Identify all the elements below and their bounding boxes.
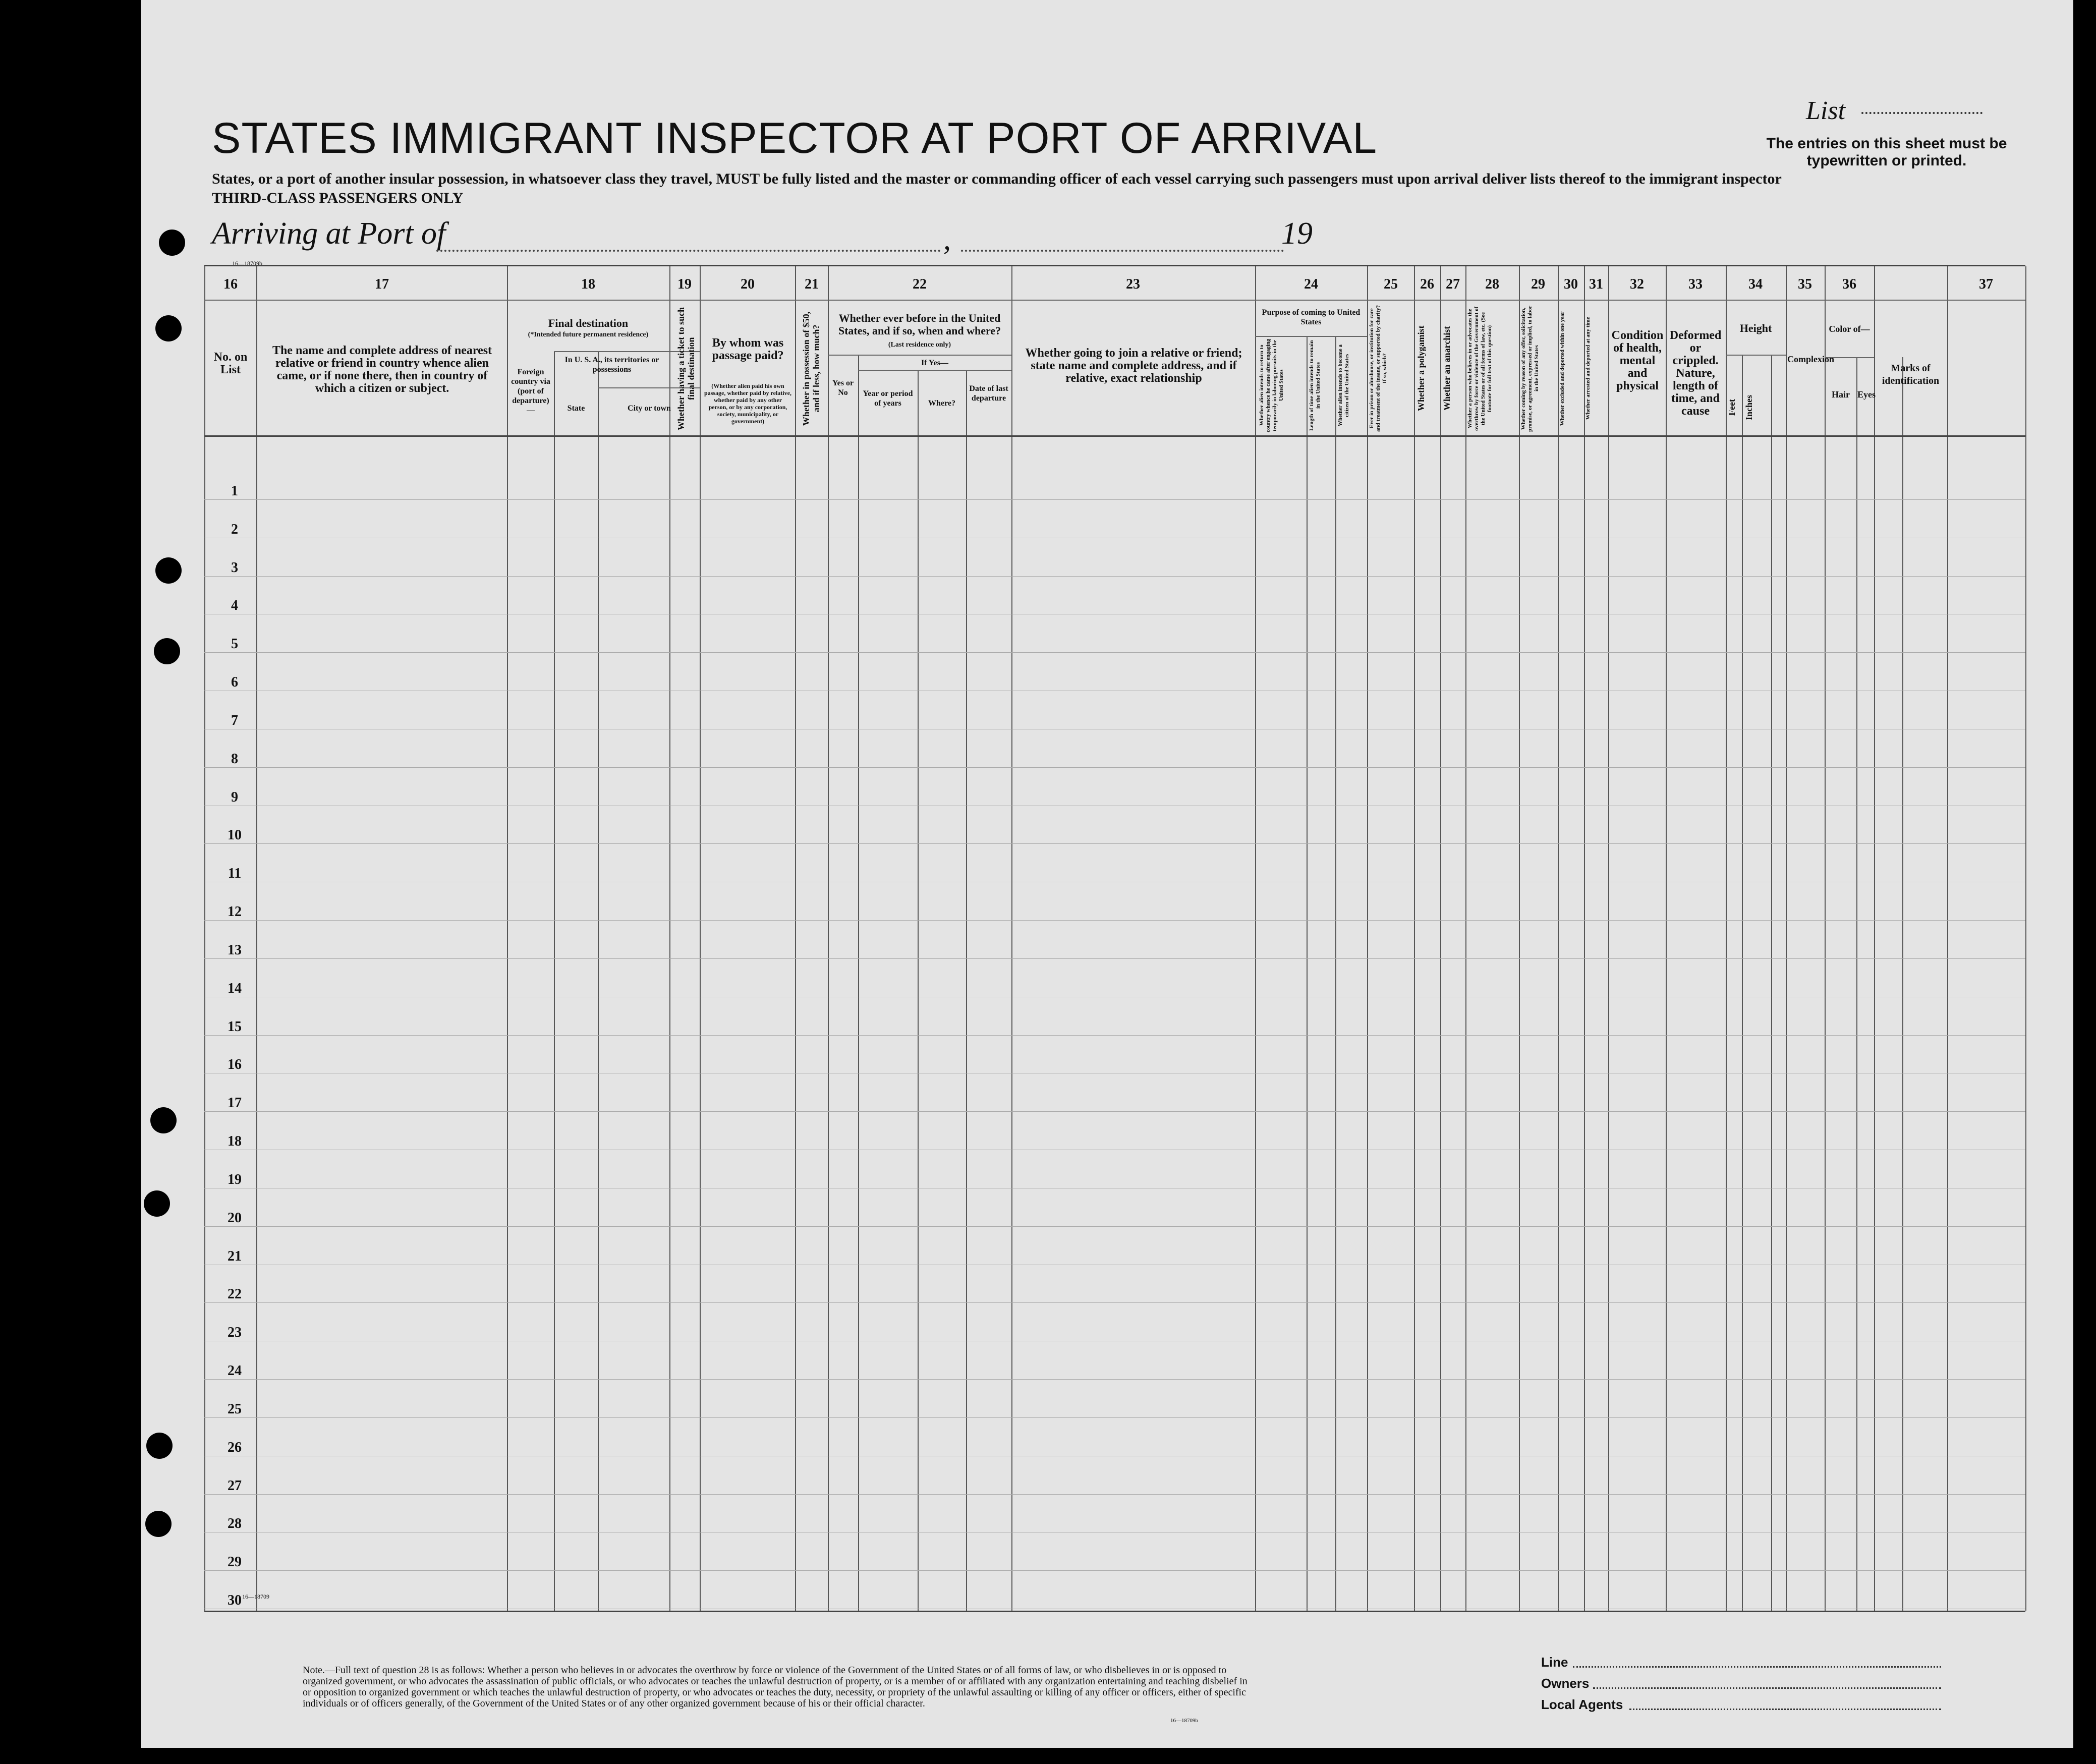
- table-row: [204, 1417, 2025, 1418]
- punch-hole-icon: [150, 1107, 177, 1133]
- table-row: [204, 576, 2025, 577]
- header-excluded-deported: Whether excluded and deported within one year: [1559, 311, 1565, 426]
- col-num-18: 18: [581, 276, 595, 292]
- table-row: [204, 652, 2025, 653]
- table-row: [204, 767, 2025, 768]
- punch-hole-icon: [146, 1433, 173, 1459]
- header-prison-almshouse: Ever in prison or almshouse, or institution for care and treatment of the insane, or supported by charity? If so, which?: [1369, 305, 1388, 432]
- row-number: 7: [231, 712, 238, 728]
- row-number: 6: [231, 674, 238, 690]
- header-yes-no: Yes or No: [832, 379, 854, 397]
- header-labor-offer: Whether coming by reason of any offer, solicitation, promise, or agreement, expressed or implied, to labor in the United States: [1520, 305, 1540, 432]
- row-number: 27: [228, 1477, 242, 1494]
- form-number-top: 16—18709b: [232, 260, 262, 267]
- local-agents-label: Local Agents: [1541, 1697, 1623, 1712]
- row-number: 14: [228, 980, 242, 996]
- row-number: 28: [228, 1516, 242, 1532]
- passenger-class-line: THIRD-CLASS PASSENGERS ONLY: [212, 190, 464, 206]
- header-ticket: Whether having a ticket to such final destination: [676, 307, 696, 430]
- header-final-destination: Final destination: [548, 317, 629, 329]
- header-overthrow: Whether a person who believes in or advocates the overthrow by force or violence of the Government of the United States or of all forms of law, etc. (See footnote for full text of this question): [1467, 306, 1493, 431]
- row-number: 2: [231, 521, 238, 537]
- row-number: 4: [231, 598, 238, 614]
- header-arrested-deported: Whether arrested and deported at any time: [1585, 317, 1591, 420]
- row-number: 26: [228, 1439, 242, 1455]
- punch-hole-icon: [155, 315, 182, 342]
- row-number: 5: [231, 636, 238, 652]
- row-number: 29: [228, 1554, 242, 1570]
- form-number-note: 16—18709b: [1170, 1718, 1198, 1724]
- page-title: STATES IMMIGRANT INSPECTOR AT PORT OF ARRIVAL: [212, 114, 1378, 162]
- header-length-stay: Length of time alien intends to remain in the United States: [1309, 340, 1321, 431]
- header-foreign-country: Foreign country via (port of departure)—: [511, 368, 550, 415]
- header-polygamist: Whether a polygamist: [1416, 325, 1426, 412]
- row-number: 22: [228, 1286, 242, 1302]
- row-number: 9: [231, 789, 238, 805]
- header-eyes: Eyes: [1857, 389, 1876, 400]
- owners-label: Owners: [1541, 1676, 1590, 1691]
- form-instructions: States, or a port of another insular possession, in whatsoever class they travel, MUST be fully listed and the master or commanding officer of each vessel carrying such passengers must upon arrival deliver lists thereof to the immigrant inspector: [212, 170, 1782, 187]
- header-if-yes: If Yes—: [921, 359, 949, 367]
- col-num-23: 23: [1126, 276, 1140, 292]
- header-complexion: Complexion: [1787, 354, 1835, 364]
- header-condition-health: Condition of health, mental and physical: [1611, 329, 1664, 392]
- col-num-20: 20: [741, 276, 755, 292]
- table-row: [204, 1111, 2025, 1112]
- header-in-usa: In U. S. A., its territories or possessions: [564, 356, 659, 374]
- header-passage-paid-note: (Whether alien paid his own passage, whether paid by relative, whether paid by any other person, or by any corporation, society, municipality, or government): [704, 382, 791, 425]
- header-inches: Inches: [1744, 395, 1754, 421]
- col-num-27: 27: [1446, 276, 1460, 292]
- col-num-29: 29: [1531, 276, 1545, 292]
- row-number: 8: [231, 751, 238, 767]
- header-become-citizen: Whether alien intends to become a citizen of the United States: [1337, 344, 1350, 427]
- col-num-28: 28: [1485, 276, 1499, 292]
- row-number: 23: [228, 1325, 242, 1341]
- header-identification-marks: Marks of identification: [1882, 363, 1940, 386]
- row-number: 16: [228, 1057, 242, 1073]
- arriving-port-label: Arriving at Port of: [212, 216, 446, 251]
- col-num-22: 22: [913, 276, 927, 292]
- row-number: 20: [228, 1210, 242, 1226]
- col-num-36: 36: [1842, 276, 1856, 292]
- row-number: 30: [228, 1592, 242, 1608]
- table-row: [204, 1226, 2025, 1227]
- col-num-32: 32: [1630, 276, 1644, 292]
- table-row: [204, 920, 2025, 921]
- header-ever-before-us: Whether ever before in the United States, and if so, when and where?: [838, 312, 1001, 337]
- list-label: List: [1806, 96, 1846, 125]
- row-number: 12: [228, 904, 242, 920]
- row-number: 13: [228, 942, 242, 958]
- header-no-on-list: No. on List: [213, 351, 248, 376]
- header-ever-before-note: (Last residence only): [888, 341, 951, 349]
- header-join-relative: Whether going to join a relative or friend; state name and complete address, and if relative, exact relationship: [1025, 347, 1242, 385]
- col-num-34: 34: [1748, 276, 1763, 292]
- header-final-destination-note: (*Intended future permanent residence): [528, 331, 649, 338]
- header-passage-paid: By whom was passage paid?: [712, 336, 784, 362]
- col-num-19: 19: [677, 276, 692, 292]
- header-hair: Hair: [1832, 389, 1850, 400]
- passenger-table: [204, 265, 2025, 1612]
- row-number: 1: [231, 483, 238, 499]
- col-num-26: 26: [1420, 276, 1434, 292]
- col-num-21: 21: [805, 276, 819, 292]
- row-number: 18: [228, 1133, 242, 1149]
- arrival-port-field[interactable]: [436, 250, 941, 252]
- header-height: Height: [1739, 322, 1772, 334]
- header-state: State: [567, 404, 585, 413]
- table-row: [204, 1302, 2025, 1303]
- list-number-field[interactable]: [1861, 112, 1982, 114]
- table-row: [204, 958, 2025, 959]
- header-possession-50: Whether in possession of $50, and if less, how much?: [801, 311, 821, 426]
- row-number: 11: [228, 866, 242, 882]
- col-num-37: 37: [1979, 276, 1993, 292]
- header-city-town: City or town: [628, 404, 671, 413]
- local-agents-field[interactable]: [1629, 1709, 1941, 1710]
- header-feet: Feet: [1727, 399, 1737, 416]
- header-purpose: Purpose of coming to United States: [1262, 308, 1361, 326]
- punch-hole-icon: [155, 557, 182, 584]
- row-number: 24: [228, 1363, 242, 1379]
- punch-hole-icon: [159, 230, 185, 256]
- header-intends-return: Whether alien intends to return to country whence he came after engaging temporarily in laboring pursuits in the United States: [1259, 338, 1284, 432]
- form-number-bottom: 16—18709: [242, 1593, 269, 1600]
- line-field[interactable]: [1573, 1666, 1941, 1668]
- col-num-33: 33: [1688, 276, 1703, 292]
- table-row: [204, 1494, 2025, 1495]
- header-anarchist: Whether an anarchist: [1442, 326, 1452, 411]
- header-nearest-relative: The name and complete address of nearest relative or friend in country whence alien came, or if none there, then in country of which a citizen or subject.: [272, 344, 492, 395]
- table-row: [204, 499, 2025, 500]
- header-color-of: Color of—: [1829, 324, 1870, 334]
- col-num-30: 30: [1564, 276, 1578, 292]
- header-year-period: Year or period of years: [863, 389, 913, 408]
- footnote-question-28: Note.—Full text of question 28 is as follows: Whether a person who believes in or advocates the overthrow by force or violence of the Government of the United States or of all forms of law, or who disbelieves in or is opposed to organized government, or who advocates the assassination of public officials, or who advocates or teaches the unlawful destruction of property, or is a member of or affiliated with any organization entertaining and teaching disbelief in or opposition to organized government or which teaches the unlawful destruction of property, or who advocates or teaches the duty, necessity, or propriety of the unlawful assaulting or killing of any officer or officers, either of specific individuals or of officers generally, of the Government of the United States or of any other organized government because of his or their official character.: [303, 1665, 1248, 1709]
- header-deformed: Deformed or crippled. Nature, length of time, and cause: [1669, 329, 1722, 418]
- arrival-comma: ,: [943, 222, 951, 256]
- typewritten-note: The entries on this sheet must be typewritten or printed.: [1766, 135, 2007, 169]
- line-label: Line: [1541, 1655, 1568, 1670]
- punch-hole-icon: [154, 638, 180, 664]
- header-where: Where?: [928, 399, 955, 408]
- row-number: 25: [228, 1401, 242, 1417]
- punch-hole-icon: [144, 1190, 170, 1217]
- table-row: [204, 1035, 2025, 1036]
- row-number: 17: [228, 1095, 242, 1111]
- col-num-31: 31: [1589, 276, 1603, 292]
- table-row: [204, 1570, 2025, 1571]
- col-num-17: 17: [375, 276, 389, 292]
- table-row: [204, 843, 2025, 844]
- row-number: 21: [228, 1248, 242, 1264]
- row-number: 10: [228, 827, 242, 843]
- arrival-year-prefix: 19: [1281, 216, 1313, 251]
- arrival-date-field[interactable]: [961, 250, 1284, 252]
- row-number: 15: [228, 1018, 242, 1035]
- col-num-16: 16: [223, 276, 238, 292]
- header-date-departure: Date of last departure: [969, 384, 1008, 403]
- col-num-25: 25: [1384, 276, 1398, 292]
- row-number: 3: [231, 559, 238, 576]
- row-number: 19: [228, 1171, 242, 1187]
- owners-field[interactable]: [1593, 1687, 1941, 1689]
- punch-hole-icon: [145, 1511, 172, 1537]
- col-num-35: 35: [1798, 276, 1812, 292]
- col-num-24: 24: [1304, 276, 1318, 292]
- table-row: [204, 1379, 2025, 1380]
